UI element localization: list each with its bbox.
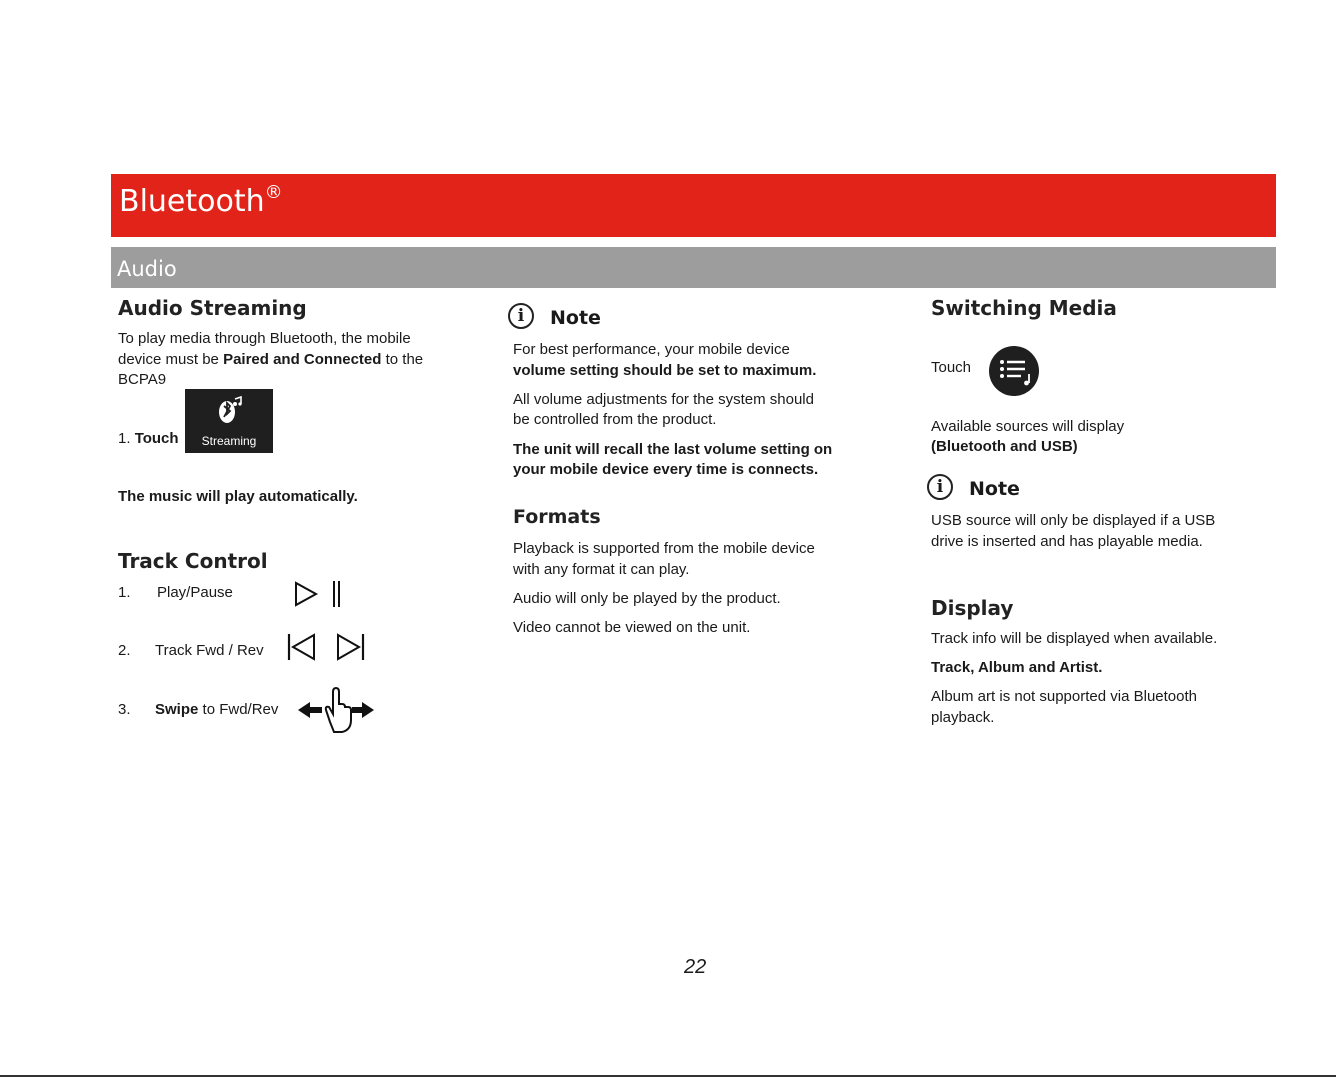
display-p1: Track info will be displayed when available. [931, 630, 1218, 647]
switching-media-heading: Switching Media [931, 296, 1117, 320]
track-fwd-icon[interactable] [334, 632, 368, 662]
section-title: Bluetooth® [119, 182, 283, 219]
bottom-rule [0, 1075, 1336, 1077]
section-header-bar [111, 174, 1276, 237]
audio-streaming-heading: Audio Streaming [118, 296, 307, 320]
formats-p1-line1: Playback is supported from the mobile device [513, 540, 815, 557]
note-p3-line1: The unit will recall the last volume setting on [513, 441, 833, 458]
note-p1-line2: volume setting should be set to maximum. [513, 362, 817, 379]
intro-line-1: To play media through Bluetooth, the mobile [118, 330, 411, 347]
intro-line-3: BCPA9 [118, 371, 167, 388]
note-p2-line1: All volume adjustments for the system should [513, 391, 814, 408]
formats-heading: Formats [513, 506, 601, 528]
streaming-button[interactable] [185, 389, 273, 453]
list-music-icon [989, 346, 1039, 396]
play-pause-icon[interactable] [294, 580, 348, 608]
note-label-right: Note [969, 478, 1020, 500]
subsection-title: Audio [117, 257, 177, 281]
track-item-1-label: Play/Pause [157, 584, 233, 601]
note-p1-line1: For best performance, your mobile device [513, 341, 790, 358]
switching-touch-label: Touch [931, 359, 972, 376]
source-menu-button[interactable] [989, 346, 1039, 396]
formats-p3: Video cannot be viewed on the unit. [513, 619, 751, 636]
bluetooth-music-icon [217, 395, 243, 425]
info-icon: i [508, 303, 534, 329]
formats-p1-line2: with any format it can play. [513, 561, 690, 578]
right-note-line1: USB source will only be displayed if a USB [931, 512, 1216, 529]
auto-play-note: The music will play automatically. [118, 488, 358, 505]
display-heading: Display [931, 596, 1014, 620]
info-icon: i [927, 474, 953, 500]
sources-line2: (Bluetooth and USB) [931, 438, 1078, 455]
display-p2: Track, Album and Artist. [931, 659, 1103, 676]
subsection-header-bar [111, 247, 1276, 288]
track-item-3-label: Swipe to Fwd/Rev [155, 701, 279, 718]
streaming-button-label: Streaming [201, 434, 257, 448]
track-item-3-num: 3. [118, 701, 131, 718]
formats-p2: Audio will only be played by the product. [513, 590, 781, 607]
page-number: 22 [684, 956, 707, 978]
display-p3-line2: playback. [931, 709, 995, 726]
track-rev-icon[interactable] [286, 632, 320, 662]
track-item-2-num: 2. [118, 642, 131, 659]
display-p3-line1: Album art is not supported via Bluetooth [931, 688, 1197, 705]
track-item-2-label: Track Fwd / Rev [155, 642, 264, 659]
track-control-heading: Track Control [118, 549, 268, 573]
swipe-hand-icon [296, 686, 376, 734]
step-1-label: 1. Touch [118, 430, 179, 447]
note-p2-line2: be controlled from the product. [513, 411, 717, 428]
note-p3-line2: your mobile device every time is connects. [513, 461, 819, 478]
track-item-1-num: 1. [118, 584, 131, 601]
intro-line-2: device must be Paired and Connected to the [118, 351, 424, 368]
sources-line1: Available sources will display [931, 418, 1125, 435]
right-note-line2: drive is inserted and has playable media. [931, 533, 1203, 550]
note-label: Note [550, 307, 601, 329]
